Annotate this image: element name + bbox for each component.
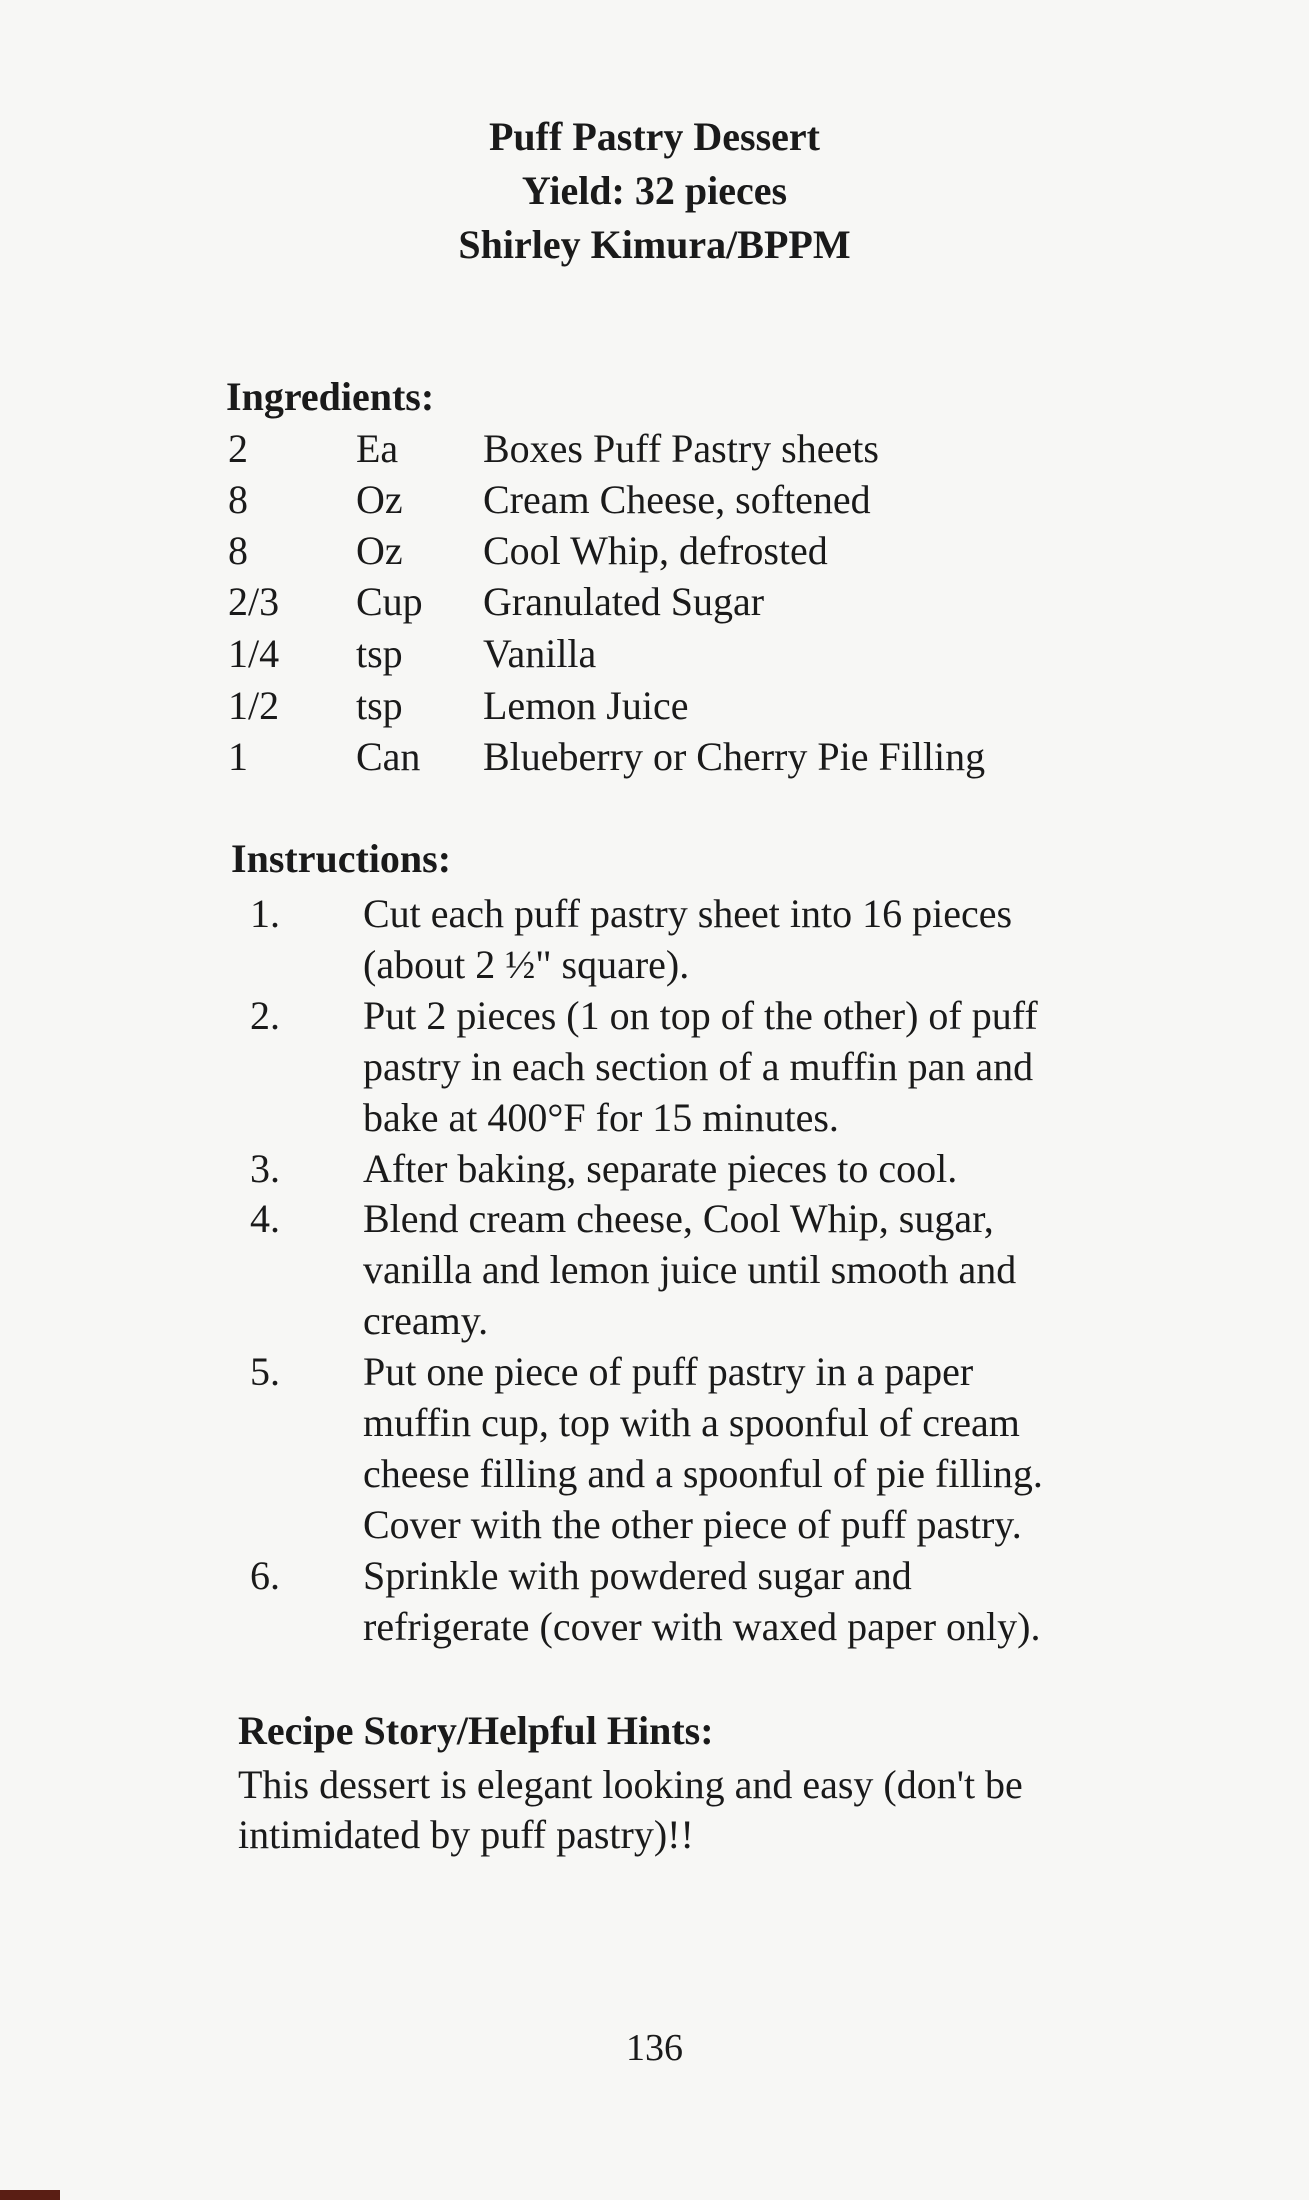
binding-edge-mark: [0, 2190, 60, 2200]
step-number: 5.: [250, 1349, 280, 1394]
step-number: 6.: [250, 1553, 280, 1598]
hints-heading: Recipe Story/Helpful Hints:: [238, 1708, 714, 1753]
ingredients-heading: Ingredients:: [226, 374, 435, 419]
step-line: muffin cup, top with a spoonful of cream: [363, 1400, 1020, 1445]
step-number: 4.: [250, 1196, 280, 1241]
step-line: Blend cream cheese, Cool Whip, sugar,: [363, 1196, 994, 1241]
step-line: After baking, separate pieces to cool.: [363, 1146, 958, 1191]
ingredient-qty: 2/3: [228, 579, 280, 624]
ingredient-qty: 8: [228, 528, 248, 573]
step-line: Put 2 pieces (1 on top of the other) of puff: [363, 993, 1038, 1038]
ingredient-name: Boxes Puff Pastry sheets: [483, 426, 879, 471]
instructions-heading: Instructions:: [231, 836, 452, 881]
hints-line: intimidated by puff pastry)!!: [238, 1812, 694, 1857]
step-text: [363, 1550, 1163, 1652]
step-line: (about 2 ½" square).: [363, 942, 690, 987]
ingredient-name: Lemon Juice: [483, 683, 689, 728]
ingredient-name: Vanilla: [483, 631, 597, 676]
ingredient-qty: 1/2: [228, 683, 280, 728]
ingredient-name: Granulated Sugar: [483, 579, 765, 624]
step-line: refrigerate (cover with waxed paper only).: [363, 1604, 1041, 1649]
ingredient-unit: Oz: [356, 528, 403, 573]
step-line: Cut each puff pastry sheet into 16 pieces: [363, 891, 1013, 936]
ingredient-unit: Ea: [356, 426, 399, 471]
ingredient-unit: Oz: [356, 477, 403, 522]
step-line: Put one piece of puff pastry in a paper: [363, 1349, 974, 1394]
step-line: creamy.: [363, 1298, 489, 1343]
step-number: 1.: [250, 891, 280, 936]
ingredient-name: Blueberry or Cherry Pie Filling: [483, 734, 986, 779]
ingredient-name: Cream Cheese, softened: [483, 477, 871, 522]
step-line: Sprinkle with powdered sugar and: [363, 1553, 912, 1598]
step-text: [363, 1346, 1163, 1550]
ingredient-qty: 8: [228, 477, 248, 522]
step-number: 2.: [250, 993, 280, 1038]
ingredient-unit: Cup: [356, 579, 423, 624]
ingredient-unit: tsp: [356, 631, 403, 676]
step-line: vanilla and lemon juice until smooth and: [363, 1247, 1017, 1292]
step-number: 3.: [250, 1146, 280, 1191]
hints-line: This dessert is elegant looking and easy (don't be: [238, 1762, 1023, 1807]
recipe-yield: Yield: 32 pieces: [521, 168, 788, 213]
ingredient-qty: 2: [228, 426, 248, 471]
step-text: [363, 888, 1163, 990]
ingredient-unit: Can: [356, 734, 421, 779]
step-line: Cover with the other piece of puff pastry.: [363, 1502, 1022, 1547]
step-text: [363, 990, 1163, 1143]
recipe-author: Shirley Kimura/BPPM: [458, 222, 851, 267]
step-line: pastry in each section of a muffin pan and: [363, 1044, 1034, 1089]
recipe-title: Puff Pastry Dessert: [489, 114, 820, 159]
ingredient-qty: 1: [228, 734, 248, 779]
step-line: cheese filling and a spoonful of pie filling.: [363, 1451, 1043, 1496]
step-text: [363, 1193, 1163, 1346]
ingredient-name: Cool Whip, defrosted: [483, 528, 828, 573]
ingredient-unit: tsp: [356, 683, 403, 728]
page-number: 136: [626, 2027, 683, 2069]
ingredient-qty: 1/4: [228, 631, 280, 676]
step-text: [363, 1143, 1163, 1194]
step-line: bake at 400°F for 15 minutes.: [363, 1095, 839, 1140]
